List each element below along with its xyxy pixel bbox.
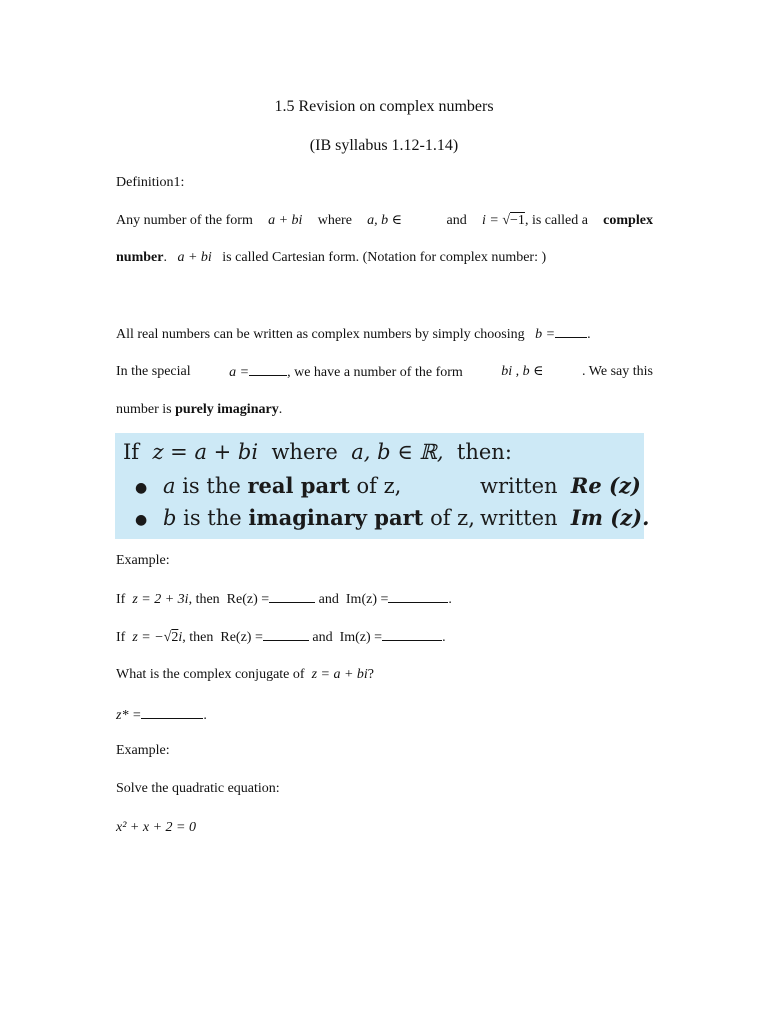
bullet-icon: ●	[135, 479, 148, 496]
definition-line-2: number. a + bi is called Cartesian form. (Notation for complex number: )	[116, 250, 547, 265]
text: is called Cartesian form. (Notation for complex number: )	[222, 250, 547, 265]
bold-term: purely imaginary	[175, 402, 279, 417]
text: where	[317, 213, 352, 228]
answer-blank[interactable]	[141, 706, 203, 719]
example-line-2: If z = −√2i, then Re(z) = and Im(z) = .	[116, 630, 446, 645]
math-expression: a, b ∈	[367, 213, 403, 228]
text: . We say this	[582, 364, 653, 379]
example-heading: Example:	[116, 553, 170, 568]
box-row-condition: If z = a + bi where a, b ∈ ℝ, then:	[123, 440, 512, 464]
box-row-real-part: ● a is the real part of z, written Re (z)	[135, 473, 641, 498]
example-heading-2: Example:	[116, 743, 170, 758]
math-expression: a + bi	[177, 250, 212, 265]
math-expression: b =	[535, 327, 556, 342]
answer-blank[interactable]	[249, 363, 287, 376]
answer-blank[interactable]	[555, 325, 587, 338]
answer-blank[interactable]	[382, 628, 442, 641]
definition-line-1	[116, 212, 653, 230]
definition-heading: Definition1:	[116, 175, 185, 190]
page-subtitle: (IB syllabus 1.12-1.14)	[309, 137, 459, 154]
quadratic-prompt: Solve the quadratic equation:	[116, 781, 280, 796]
real-line-2	[116, 363, 653, 382]
real-line-3: number is purely imaginary.	[116, 402, 283, 417]
conjugate-answer: z* = .	[116, 708, 207, 723]
math-expression: bi , b ∈	[501, 364, 544, 379]
answer-blank[interactable]	[269, 590, 315, 603]
answer-blank[interactable]	[263, 628, 309, 641]
real-line-1: All real numbers can be written as complex numbers by simply choosing b = .	[116, 327, 591, 342]
math-expression: a + bi	[268, 213, 303, 228]
text: and	[446, 213, 467, 228]
bold-term: number	[116, 250, 164, 265]
definition-box	[115, 433, 650, 539]
example-line-1: If z = 2 + 3i, then Re(z) = and Im(z) = .	[116, 592, 452, 607]
spacer	[417, 212, 431, 230]
text: Any number of the form	[116, 213, 253, 228]
box-row-imaginary-part: ● b is the imaginary part of z, written Im (z).	[135, 505, 650, 530]
bullet-icon: ●	[135, 511, 148, 528]
answer-blank[interactable]	[388, 590, 448, 603]
text: number is	[116, 402, 172, 417]
real-part-notation: Re (z)	[570, 473, 641, 498]
quadratic-equation: x² + x + 2 = 0	[116, 820, 196, 835]
page-title: 1.5 Revision on complex numbers	[274, 98, 494, 115]
bold-term: complex	[603, 213, 653, 228]
text: In the special	[116, 364, 191, 379]
conjugate-question: What is the complex conjugate of z = a + bi?	[116, 667, 375, 682]
imaginary-part-notation: Im (z).	[570, 505, 650, 530]
text: All real numbers can be written as complex numbers by simply choosing	[116, 327, 525, 342]
math-expression: a = , we have a number of the form	[229, 365, 463, 380]
math-expression: i = √−1, is called a	[482, 213, 588, 228]
